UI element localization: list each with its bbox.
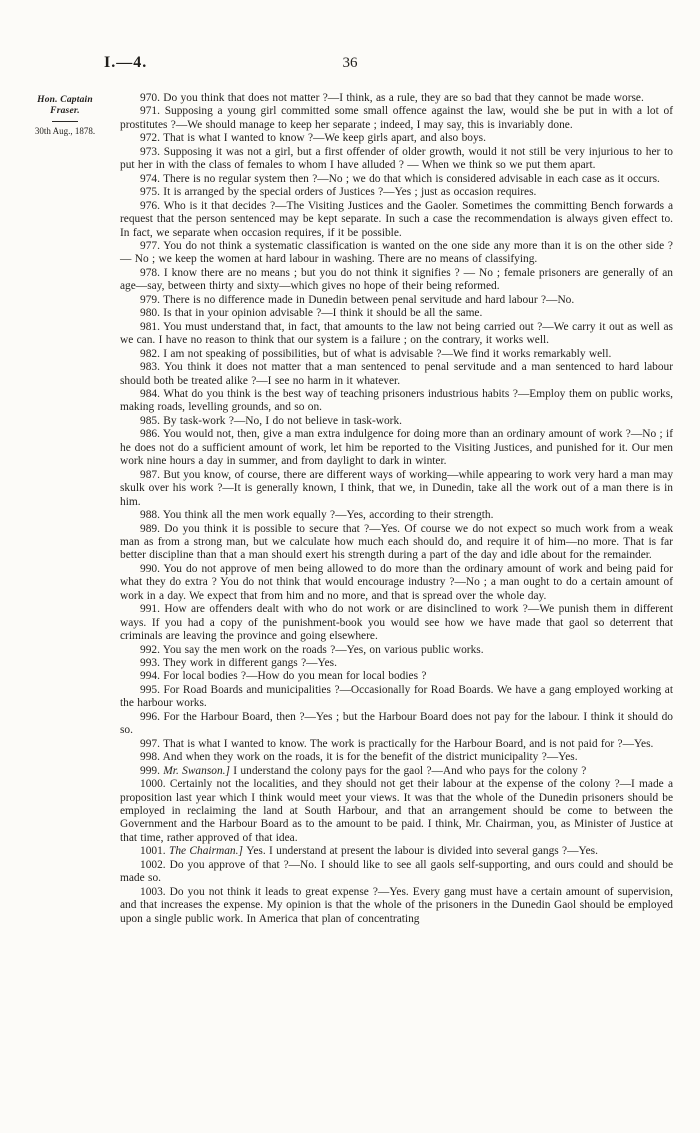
question-number: 1001. <box>140 845 169 858</box>
question-number: 1002. <box>140 858 170 871</box>
question-number: 977. <box>140 239 164 252</box>
question-number: 999. <box>140 764 164 777</box>
margin-rule-divider <box>52 121 78 122</box>
question-number: 996. <box>140 710 164 723</box>
transcript <box>120 92 673 926</box>
question-number: 988. <box>140 509 163 522</box>
question-number: 975. <box>140 186 164 199</box>
question-number: 992. <box>140 643 163 656</box>
qa-paragraph: 988. You think all the men work equally ?—Yes, according to their strength. <box>140 509 494 522</box>
qa-paragraph: 979. There is no difference made in Dunedin between penal servitude and hard labour ?—No. <box>140 293 575 306</box>
page-number: 36 <box>342 55 358 71</box>
witness-name-line2: Fraser. <box>50 106 80 116</box>
question-number: 994. <box>140 670 164 683</box>
question-number: 974. <box>140 172 164 185</box>
question-number: 989. <box>140 522 165 535</box>
qa-paragraph: 1002. Do you approve of that ?—No. I should like to see all gaols self-supporting, and ours could and should be made so. <box>120 858 673 885</box>
qa-paragraph: 997. That is what I wanted to know. The work is practically for the Harbour Board, and is not paid for ?—Yes. <box>140 737 654 750</box>
witness-name <box>14 95 116 117</box>
question-number: 983. <box>140 361 165 374</box>
qa-paragraph: 987. But you know, of course, there are different ways of working—while appearing to work very hard a man may skulk over his work ?—It is generally known, I think, that we, in Dunedin, take all the work out of a man there is in him. <box>120 468 674 508</box>
question-number: 986. <box>140 428 163 441</box>
qa-paragraph: 995. For Road Boards and municipalities ?—Occasionally for Road Boards. We have a gang employed working at the harbour works. <box>120 683 673 710</box>
qa-paragraph: 975. It is arranged by the special orders of Justices ?—Yes ; just as occasion requires. <box>140 186 537 199</box>
qa-paragraph: 980. Is that in your opinion advisable ?—I think it should be all the same. <box>140 307 483 320</box>
qa-paragraph: 996. For the Harbour Board, then ?—Yes ; but the Harbour Board does not pay for the labour. I think it should do so. <box>120 710 673 737</box>
question-number: 976. <box>140 199 164 212</box>
qa-paragraph: 973. Supposing it was not a girl, but a first offender of older growth, would it not still be very injurious to her to put her in with the class of females to whom I have alluded ? — When we think so we put them apart. <box>120 145 673 172</box>
page-header <box>0 54 700 76</box>
question-number: 998. <box>140 751 163 764</box>
question-number: 979. <box>140 293 164 306</box>
qa-paragraph: 981. You must understand that, in fact, that amounts to the law not being carried out ?—We carry it out as well as we can. I have no reason to think that our system is a failure ; on the contrary, it works well. <box>120 320 673 347</box>
qa-paragraph: 989. Do you think it is possible to secure that ?—Yes. Of course we do not expect so much work from a weak man as from a strong man, but we calculate how much each should do, and require it of him—no more. That is far better discipline than that a man should exert his strength during a part of the day and idle about for the remainder. <box>120 522 674 562</box>
qa-paragraph: 1003. Do you not think it leads to great expense ?—Yes. Every gang must have a certain amount of supervision, and that increases the expense. My opinion is that the whole of the prisoners in the Dunedin Gaol should be employed upon a single public work. In America that plan of concentrating <box>120 885 673 925</box>
question-number: 997. <box>140 737 164 750</box>
paper-reference: I.—4. <box>104 54 148 71</box>
question-number: 984. <box>140 387 164 400</box>
qa-paragraph: 982. I am not speaking of possibilities, but of what is advisable ?—We find it works remarkably well. <box>140 347 612 360</box>
qa-paragraph: 985. By task-work ?—No, I do not believe in task-work. <box>140 414 403 427</box>
question-number: 987. <box>140 468 164 481</box>
qa-paragraph: 1000. Certainly not the localities, and they should not get their labour at the expense of the colony ?—I made a proposition last year which I think would meet your views. It was that the whole of the Dunedin prisoners should be employed in reclaiming the land at South Harbour, and that an arrangement should be come to between the Government and the Harbour Board as to the amount to be paid. I think, Mr. Chairman, you, as Minister of Justice at that time, rather approved of that idea. <box>120 778 673 844</box>
question-number: 971. <box>140 105 165 118</box>
speaker-name: The Chairman.] <box>168 845 247 858</box>
qa-paragraph: 983. You think it does not matter that a man sentenced to penal servitude and a man sentenced to hard labour should both be treated alike ?—I see no harm in it whatever. <box>120 361 673 387</box>
qa-paragraph: 977. You do not think a systematic classification is wanted on the one side any more than it is on the other side ? — No ; we keep the women at hard labour in washing. There are no means of classifying. <box>120 239 673 266</box>
witness-name-line1: Hon. Captain <box>37 95 93 105</box>
qa-paragraph: 984. What do you think is the best way of teaching prisoners industrious habits ?—Employ them on public works, making roads, levelling grounds, and so on. <box>120 387 673 414</box>
question-number: 1000. <box>140 778 170 791</box>
question-number: 978. <box>140 266 164 279</box>
qa-paragraph: 978. I know there are no means ; but you do not think it signifies ? — No ; female prisoners are generally of an age—say, between thirty and sixty—which gives no hope of their being reformed. <box>120 266 673 293</box>
question-number: 1003. <box>140 885 170 898</box>
qa-paragraph: 992. You say the men work on the roads ?—Yes, on various public works. <box>140 643 484 656</box>
qa-paragraph: 991. How are offenders dealt with who do not work or are disinclined to work ?—We punish them in different ways. If you had a copy of the punishment-book you would see how we have made that gaol so deterrent that criminals are leaving the province and going elsewhere. <box>120 603 674 643</box>
question-number: 973. <box>140 145 164 158</box>
qa-paragraph: 998. And when they work on the roads, it is for the benefit of the district municipality ?—Yes. <box>140 751 578 764</box>
qa-paragraph: 986. You would not, then, give a man extra indulgence for doing more than an ordinary amount of work ?—No ; if he does not do a sufficient amount of work, let him be reported to the Visiting Justices, and punished for it. Our men work nine hours a day in summer, and from daylight to dark in winter. <box>120 428 674 468</box>
testimony-date: 30th Aug., 1878. <box>34 126 96 136</box>
qa-paragraph: 971. Supposing a young girl committed some small offence against the law, would she be put in with a lot of prostitutes ?—We should manage to keep her separate ; indeed, I may say, this is invariably done. <box>120 105 673 131</box>
qa-paragraph: 972. That is what I wanted to know ?—We keep girls apart, and also boys. <box>140 132 486 145</box>
question-number: 970. <box>140 92 164 104</box>
margin-note <box>14 95 116 137</box>
qa-paragraph: 1001. The Chairman.] Yes. I understand at present the labour is divided into several gangs ?—Yes. <box>140 845 598 858</box>
question-number: 985. <box>140 414 164 427</box>
question-number: 995. <box>140 683 164 696</box>
speaker-name: Mr. Swanson.] <box>163 764 234 777</box>
qa-paragraph: 993. They work in different gangs ?—Yes. <box>140 657 337 670</box>
question-number: 972. <box>140 132 164 145</box>
question-number: 993. <box>140 657 164 670</box>
question-number: 980. <box>140 307 164 320</box>
qa-paragraph: 990. You do not approve of men being allowed to do more than the ordinary amount of work and being paid for what they do extra ? You do not think that would encourage industry ?—No ; a man ought to do a certain amount of work in a day. We expect that from him and no more, and that is spread over the whole day. <box>120 562 673 602</box>
qa-paragraph: 976. Who is it that decides ?—The Visiting Justices and the Gaoler. Sometimes the committing Bench forwards a request that the person sentenced may be kept separate. In such a case the recommendation is always given effect to. In fact, we separate when occasion requires, if it be possible. <box>120 199 674 239</box>
qa-paragraph: 974. There is no regular system then ?—No ; we do that which is considered advisable in each case as it occurs. <box>140 172 660 185</box>
question-number: 981. <box>140 320 164 333</box>
question-number: 982. <box>140 347 164 360</box>
question-number: 990. <box>140 562 164 575</box>
question-number: 991. <box>140 603 165 616</box>
qa-paragraph: 999. Mr. Swanson.] I understand the colony pays for the gaol ?—And who pays for the colony ? <box>140 764 587 777</box>
qa-paragraph: 970. Do you think that does not matter ?—I think, as a rule, they are so bad that they cannot be made worse. <box>140 92 644 104</box>
qa-paragraph: 994. For local bodies ?—How do you mean for local bodies ? <box>140 670 427 683</box>
